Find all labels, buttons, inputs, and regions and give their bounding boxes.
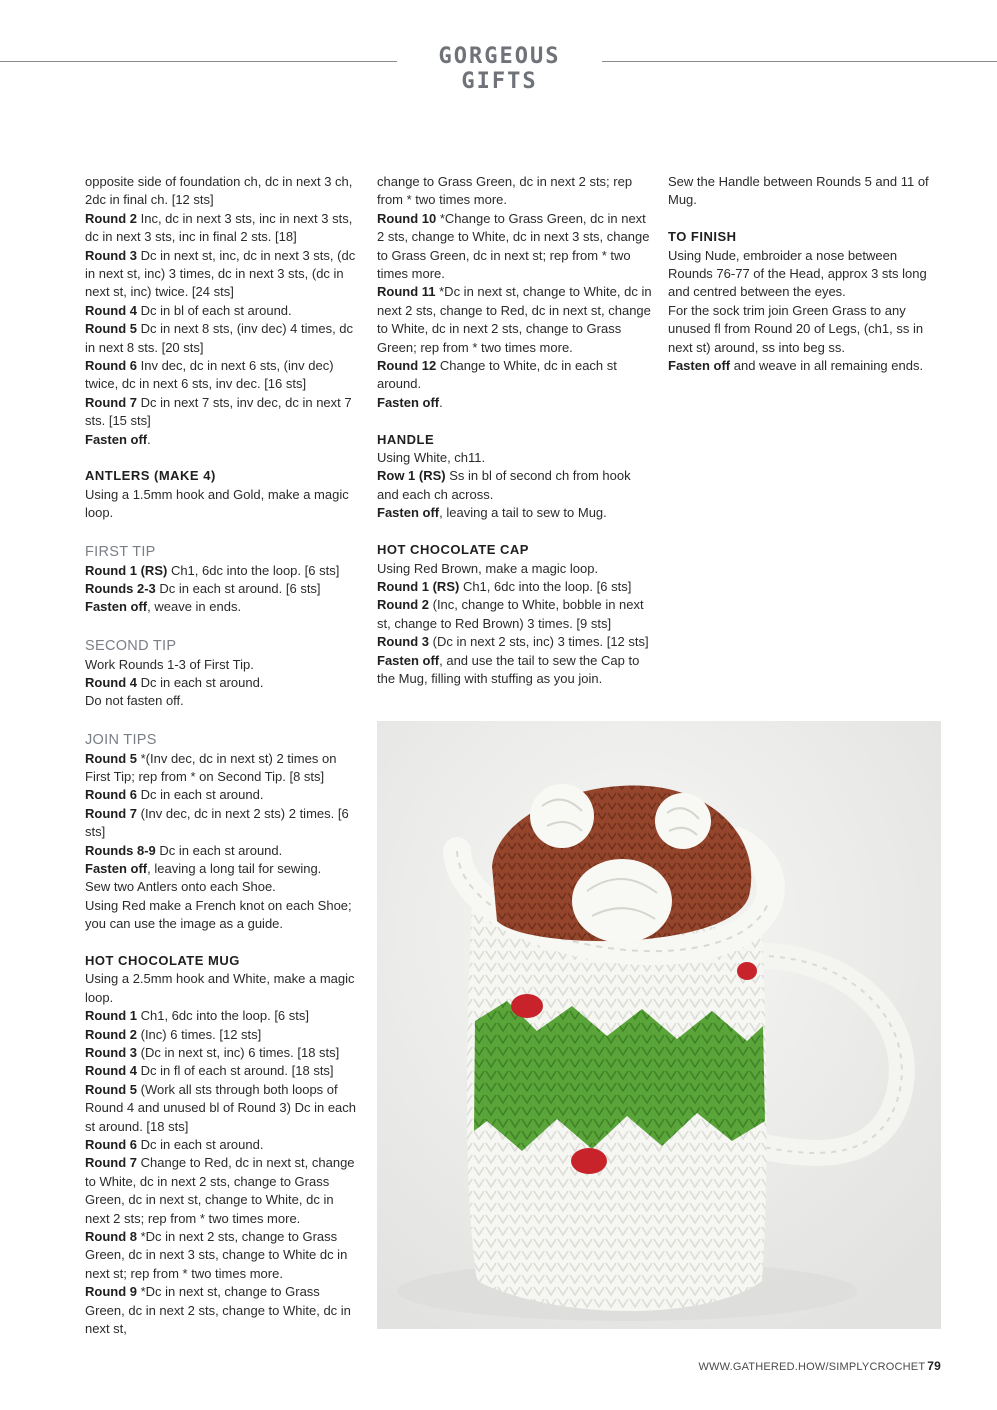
heading-first-tip: FIRST TIP — [85, 544, 156, 561]
round-label: Round 11 — [377, 284, 436, 300]
round-label: Round 6 — [85, 787, 137, 803]
fasten-off-text: , leaving a tail to sew to Mug. — [439, 505, 607, 521]
spacer — [85, 617, 360, 635]
paragraph: Do not fasten off. — [85, 693, 184, 709]
round-text: Ch1, 6dc into the loop. [6 sts] — [167, 562, 340, 578]
fasten-off-line — [377, 652, 652, 689]
round-text: Dc in each st around. — [137, 674, 264, 690]
heading-hot-chocolate-cap: HOT CHOCOLATE CAP — [377, 542, 529, 558]
instruction-round-3 — [377, 633, 652, 651]
paragraph: Using a 2.5mm hook and White, make a magic loop. — [85, 971, 355, 1005]
round-label: Round 1 (RS) — [85, 562, 168, 578]
round-text: Dc in next st, inc, dc in next 3 sts, (dc in next st, inc) 3 times, dc in next 3 sts, (dc in next st, inc) twice. [24 sts] — [85, 247, 356, 300]
page-number: 79 — [927, 1359, 941, 1373]
fasten-off-text: and weave in all remaining ends. — [730, 358, 924, 374]
round-text: Dc in fl of each st around. [18 sts] — [137, 1063, 334, 1079]
spacer — [668, 210, 943, 228]
round-label: Round 3 — [377, 634, 429, 650]
hot-chocolate-mug-photo — [377, 721, 941, 1329]
round-text: (Work all sts through both loops of Round 4 and unused bl of Round 3) Dc in each st around. [18 sts] — [85, 1081, 357, 1134]
paragraph: Using a 1.5mm hook and Gold, make a magic loop. — [85, 486, 349, 521]
instruction-round-3 — [85, 247, 360, 302]
round-label: Round 7 — [85, 394, 137, 410]
round-label: Rounds 8-9 — [85, 842, 156, 858]
round-label: Round 5 — [85, 321, 137, 337]
red-stitch — [737, 962, 757, 980]
instruction-round-3 — [85, 1044, 360, 1062]
round-label: Round 6 — [85, 1137, 137, 1153]
instruction-round-4 — [85, 302, 360, 320]
round-text: Inv dec, dc in next 6 sts, (inv dec) twice, dc in next 6 sts, inv dec. [16 sts] — [85, 358, 334, 392]
column-1 — [85, 173, 360, 1339]
paragraph: Using White, ch11. — [377, 450, 486, 466]
instruction-round-11 — [377, 283, 652, 357]
page-footer — [600, 1359, 941, 1373]
round-label: Round 2 — [377, 597, 429, 613]
instruction-round-1 — [85, 1007, 360, 1025]
column-3 — [668, 173, 943, 375]
round-text: *Dc in next st, change to Grass Green, dc in next 2 sts, change to White, dc in next st, — [85, 1284, 351, 1337]
fasten-off-line — [377, 394, 652, 412]
heading-hot-chocolate-mug: HOT CHOCOLATE MUG — [85, 952, 240, 968]
spacer — [85, 449, 360, 467]
instruction-round-2 — [377, 596, 652, 633]
round-text: *(Inv dec, dc in next st) 2 times on First Tip; rep from * on Second Tip. [8 sts] — [85, 750, 337, 784]
instruction-rounds-2-3 — [85, 580, 360, 598]
instruction-round-7 — [85, 394, 360, 431]
round-text: (Dc in next 2 sts, inc) 3 times. [12 sts] — [429, 634, 649, 650]
instruction-round-10 — [377, 210, 652, 284]
round-text: Dc in each st around. [6 sts] — [155, 580, 321, 596]
round-text: Ch1, 6dc into the loop. [6 sts] — [137, 1008, 309, 1024]
round-text: *Change to Grass Green, dc in next 2 sts, change to White, dc in next 3 sts, change to Grass Green, dc in next st; rep from * two times more. — [377, 210, 650, 282]
fasten-off-line — [668, 357, 943, 375]
round-text: *Dc in next 2 sts, change to Grass Green, dc in next 3 sts, change to White dc in next st; rep from * two times more. — [85, 1229, 348, 1281]
heading-second-tip: SECOND TIP — [85, 638, 177, 655]
fasten-off-line — [85, 598, 360, 616]
paragraph: Sew the Handle between Rounds 5 and 11 of Mug. — [668, 174, 929, 208]
header-rule-left — [0, 61, 397, 62]
instruction-round-5 — [85, 320, 360, 357]
instruction-round-12 — [377, 357, 652, 394]
instruction-round-1 — [85, 562, 360, 580]
round-label: Round 2 — [85, 1026, 137, 1042]
fasten-off-label: Fasten off — [668, 358, 731, 374]
fasten-off-text: , weave in ends. — [147, 599, 242, 615]
round-label: Round 4 — [85, 674, 137, 690]
round-text: Dc in each st around. — [137, 787, 264, 803]
fasten-off-text: , and use the tail to sew the Cap to the Mug, filling with stuffing as you join. — [377, 652, 640, 686]
fasten-off-label: Fasten off — [377, 394, 440, 410]
fasten-off-line — [377, 504, 652, 522]
heading-handle: HANDLE — [377, 431, 435, 447]
round-label: Round 1 (RS) — [377, 578, 460, 594]
round-label: Round 3 — [85, 247, 137, 263]
mug-illustration — [377, 721, 941, 1329]
instruction-round-6 — [85, 786, 360, 804]
round-text: Ch1, 6dc into the loop. [6 sts] — [459, 578, 632, 594]
spacer — [85, 711, 360, 729]
round-text: Dc in next 7 sts, inv dec, dc in next 7 sts. [15 sts] — [85, 394, 352, 429]
fasten-off-label: Fasten off — [377, 652, 440, 668]
round-text: (Dc in next st, inc) 6 times. [18 sts] — [137, 1045, 340, 1061]
fasten-off-label: Fasten off — [85, 860, 148, 876]
round-label: Round 10 — [377, 210, 437, 226]
instruction-round-6 — [85, 1136, 360, 1154]
round-text: Dc in each st around. — [155, 842, 283, 858]
spacer — [85, 934, 360, 952]
paragraph: Sew two Antlers onto each Shoe. — [85, 879, 276, 895]
round-text: Dc in each st around. — [137, 1137, 264, 1153]
fasten-off-text: , leaving a long tail for sewing. — [147, 860, 322, 876]
round-label: Round 3 — [85, 1045, 137, 1061]
heading-antlers: ANTLERS (MAKE 4) — [85, 468, 216, 484]
round-label: Rounds 2-3 — [85, 580, 156, 596]
round-label: Round 1 — [85, 1008, 137, 1024]
instruction-round-6 — [85, 357, 360, 394]
spacer — [85, 523, 360, 541]
heading-to-finish: TO FINISH — [668, 229, 737, 245]
paragraph: Using Nude, embroider a nose between Rounds 76-77 of the Head, approx 3 sts long and centred between the eyes. — [668, 247, 927, 300]
paragraph: Using Red make a French knot on each Shoe; you can use the image as a guide. — [85, 897, 352, 932]
round-label: Round 5 — [85, 1081, 137, 1097]
fasten-off-line — [85, 431, 360, 449]
marshmallow-bobble — [572, 859, 672, 943]
round-label: Round 7 — [85, 1155, 137, 1171]
instruction-round-7 — [85, 1154, 360, 1228]
column-2 — [377, 173, 652, 688]
instruction-round-4 — [85, 674, 360, 692]
round-text: (Inv dec, dc in next 2 sts) 2 times. [6 sts] — [85, 805, 349, 840]
header-rule-right — [602, 61, 997, 62]
round-text: Inc, dc in next 3 sts, inc in next 3 sts, dc in next 3 sts, inc in final 2 sts. [18] — [85, 210, 353, 245]
round-label: Round 4 — [85, 1063, 137, 1079]
red-stitch — [571, 1148, 607, 1174]
round-text: Change to White, dc in each st around. — [377, 358, 617, 392]
paragraph: Using Red Brown, make a magic loop. — [377, 560, 599, 576]
instruction-round-7 — [85, 805, 360, 842]
instruction-row-1 — [377, 467, 652, 504]
footer-url: WWW.GATHERED.HOW/SIMPLYCROCHET — [698, 1361, 926, 1373]
instruction-rounds-8-9 — [85, 842, 360, 860]
marshmallow-bobble — [530, 784, 594, 848]
instruction-round-1 — [377, 578, 652, 596]
round-text: Change to Red, dc in next st, change to White, dc in next 2 sts, change to Grass Green, dc in next st, change to White, dc in next 2 sts; rep from * two times more. — [85, 1155, 355, 1226]
round-label: Round 6 — [85, 358, 137, 374]
paragraph: Work Rounds 1-3 of First Tip. — [85, 656, 254, 672]
round-text: (Inc) 6 times. [12 sts] — [137, 1026, 262, 1042]
spacer — [377, 412, 652, 430]
section-title: GORGEOUS GIFTS — [438, 44, 561, 94]
paragraph: For the sock trim join Green Grass to any unused fl from Round 20 of Legs, (ch1, ss in next st) around, ss into beg ss. — [668, 302, 924, 355]
round-text: Ss in bl of second ch from hook and each ch across. — [377, 468, 631, 502]
round-label: Row 1 (RS) — [377, 468, 446, 484]
fasten-off-line — [85, 860, 360, 878]
paragraph: change to Grass Green, dc in next 2 sts; rep from * two times more. — [377, 174, 633, 208]
marshmallow-bobble — [655, 793, 711, 849]
instruction-round-9 — [85, 1283, 360, 1338]
fasten-off-label: Fasten off — [85, 431, 148, 447]
instruction-round-2 — [85, 210, 360, 247]
round-label: Round 7 — [85, 805, 137, 821]
round-label: Round 2 — [85, 210, 137, 226]
fasten-off-end: . — [439, 394, 443, 410]
spacer — [377, 523, 652, 541]
fasten-off-label: Fasten off — [85, 599, 148, 615]
round-label: Round 8 — [85, 1229, 137, 1245]
round-text: *Dc in next st, change to White, dc in next 2 sts, change to Red, dc in next st, change to White, dc in next 2 sts, change to Grass Green; rep from * two times more. — [377, 284, 652, 355]
instruction-round-4 — [85, 1062, 360, 1080]
instruction-round-5 — [85, 750, 360, 787]
instruction-round-5 — [85, 1081, 360, 1136]
instruction-round-2 — [85, 1026, 360, 1044]
instruction-round-8 — [85, 1228, 360, 1283]
fasten-off-label: Fasten off — [377, 505, 440, 521]
heading-join-tips: JOIN TIPS — [85, 732, 157, 749]
round-text: Dc in next 8 sts, (inv dec) 4 times, dc in next 8 sts. [20 sts] — [85, 321, 354, 355]
red-stitch — [511, 994, 543, 1018]
round-text: Dc in bl of each st around. — [137, 302, 292, 318]
round-label: Round 12 — [377, 358, 437, 374]
round-label: Round 9 — [85, 1284, 137, 1300]
paragraph: opposite side of foundation ch, dc in next 3 ch, 2dc in final ch. [12 sts] — [85, 174, 353, 208]
fasten-off-end: . — [147, 431, 151, 447]
round-label: Round 5 — [85, 750, 137, 766]
round-text: (Inc, change to White, bobble in next st, change to Red Brown) 3 times. [9 sts] — [377, 597, 644, 631]
round-label: Round 4 — [85, 302, 137, 318]
